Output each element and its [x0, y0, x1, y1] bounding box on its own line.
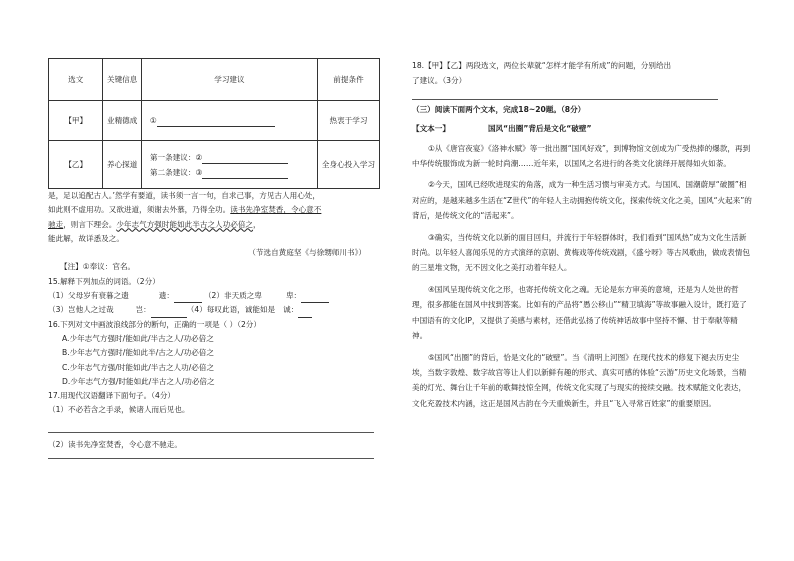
- q15-line2: （3）岂他人之过哉 岂： （4）每叹此语，诚能如是 诚：: [48, 303, 380, 317]
- answer-blank[interactable]: [202, 169, 288, 179]
- text1-heading: 【文本一】 国风“出圈”背后是文化“破壁”: [412, 124, 592, 134]
- q18-line1: 18.【甲】【乙】两段选文，两位长辈就“怎样才能学有所成”的问题，分别给出: [412, 61, 672, 70]
- answer-blank[interactable]: [157, 117, 275, 127]
- answer-blank[interactable]: [174, 293, 202, 303]
- q17-sentence2: （2）读书先净室焚香，令心意不驰走。: [48, 439, 182, 449]
- paragraph-4: ④国风呈现传统文化之形，也寄托传统文化之魂。无论是东方审美的意境，还是为人处世的哲理，很多都能在国风中找到答案。比如有的产品将“愚公移山”“精卫填海”等故事融入设计，既打造了中国语有的文化IP，又提供了美感与素材，还借此弘扬了传统神话故事中坚持不懈、甘于奉献等精神。: [412, 284, 747, 341]
- q16-option-d[interactable]: D.少年志气方强/时能如此/半古之人/功必倍之: [62, 376, 215, 386]
- row-text: 【乙】: [49, 141, 103, 189]
- q17-sentence1: （1）不必若含之手录，候诸人而后见也。: [48, 405, 190, 415]
- q18: [412, 58, 752, 100]
- q16-stem: 16.下列对文中画波浪线部分的断句，正确的一项是（ ）（2分）: [48, 319, 261, 329]
- passage-line: 如此则不虚用功。又欲进道，须谢去外慕，乃得全功。读书先净室焚香，令心意不: [48, 205, 322, 215]
- q15-line1: （1）父母岁有衰暮之遗 遗： （2）非天质之卑 卑：: [48, 289, 380, 303]
- right-column: [412, 58, 752, 411]
- underlined-sentence: 读书先净室焚香，令心意不: [230, 205, 322, 215]
- passage: [48, 189, 380, 459]
- q17-answer-line-1[interactable]: [48, 418, 374, 433]
- answer-blank[interactable]: [202, 154, 288, 164]
- row-key: 养心探道: [103, 141, 141, 189]
- paragraph-5: ⑤国风“出圈”的背后，恰是文化的“破壁”。当《清明上河图》在现代技术的修复下褪去历史尘埃，当数字敦煌、数字故宫等让人们以新鲜有趣的形式、真实可感的体验“云游”历史文化场景，当精美的灯光、舞台让千年前的歌舞技惊全网，传统文化实现了与现实的接续交融。技术赋能文化表达，文化充盈技术内涵，这正是国风古韵在今天重焕新生，并且“飞入寻常百姓家”的重要原因。: [412, 352, 747, 408]
- q17-answer-line-2[interactable]: [48, 452, 374, 459]
- paragraph-3: ③确实，当传统文化以新的面目回归，并流行于年轻群体时，我们看到“国风热”成为文化生活新时尚。以年轻人喜闻乐见的方式演绎的京剧、黄梅戏等传统戏剧，《盛兮呀》等古风歌曲，做成表情包的三星堆文物，无不因文化之美打动着年轻人。: [412, 232, 750, 273]
- passage-line: 是，足以追配古人。’然学有要道，读书须一言一句，自求己事，方见古人用心处，: [48, 191, 320, 200]
- table-header-row: [49, 59, 380, 101]
- q17-stem: 17.用现代汉语翻译下面句子。（4分）: [48, 391, 176, 401]
- row-key: 业精德成: [103, 101, 141, 141]
- section3: [412, 102, 752, 411]
- table-row: [49, 101, 380, 141]
- q16-option-b[interactable]: B.少年志气方强时/能如此半/古之人/功必倍之: [62, 348, 214, 358]
- header-condition: 前提条件: [317, 59, 379, 101]
- answer-blank[interactable]: [301, 293, 329, 303]
- paragraph-1: ①从《唐宫夜宴》《洛神水赋》等一批出圈“国风好戏”，到博物馆文创成为广受热捧的爆款，再到中华传统服饰成为新一轮时尚潮……近年来，以国风之名进行的各类文化演绎开展得如火如荼。: [412, 143, 751, 169]
- q18-answer-line[interactable]: [412, 99, 718, 100]
- suggestion-label: 第二条建议：③: [149, 167, 203, 177]
- passage-line: 能此解，故详悉及之。: [48, 233, 124, 243]
- study-advice-table: [48, 58, 380, 189]
- passage-line: 驰走，则言下理会。少年志气方强时能如此半古之人功必倍之，: [48, 219, 261, 229]
- section3-heading: （三）阅读下面两个文本，完成18~20题。（8分）: [412, 104, 586, 114]
- header-key: 关键信息: [103, 59, 141, 101]
- row-suggestion: [141, 101, 317, 141]
- paragraph-2: ②今天，国风已经吹进现实的角落，成为一种生活习惯与审美方式。与国风、国潮蔚厚“破圈”相对应的，是越来越多生活在“Z世代”的年轻人主动拥抱传统文化，探索传统文化之美，国风“火起来”的背后，是传统文化的“活起来”。: [412, 180, 752, 221]
- answer-blank[interactable]: [298, 308, 312, 318]
- suggestion-label: ①: [149, 116, 157, 125]
- left-column: [48, 58, 380, 459]
- passage-source: （节选自黄庭坚《与徐甥师川书》）: [248, 248, 366, 258]
- q16-option-a[interactable]: A.少年志气方强时/能如此/半古之人/功必倍之: [62, 333, 214, 343]
- suggestion-label: 第一条建议：②: [149, 152, 203, 162]
- q15-stem: 15.解释下列加点的词语。（2分）: [48, 276, 160, 286]
- row-suggestion: [141, 141, 317, 189]
- header-suggestion: 学习建议: [141, 59, 317, 101]
- wavy-sentence: 少年志气方强时能如此半古之人功必倍之: [116, 219, 254, 229]
- row-condition: 热衷于学习: [317, 101, 379, 141]
- q18-line2: 了建议。（3分）: [412, 76, 467, 86]
- table-row: [49, 141, 380, 189]
- answer-blank[interactable]: [151, 308, 187, 318]
- row-text: 【甲】: [49, 101, 103, 141]
- header-text: 选文: [49, 59, 103, 101]
- row-condition: 全身心投入学习: [317, 141, 379, 189]
- passage-note: 【注】①奉议：官名。: [60, 262, 136, 272]
- q16-option-c[interactable]: C.少年志气方强/时能如此/半古之人功/必倍之: [62, 362, 215, 372]
